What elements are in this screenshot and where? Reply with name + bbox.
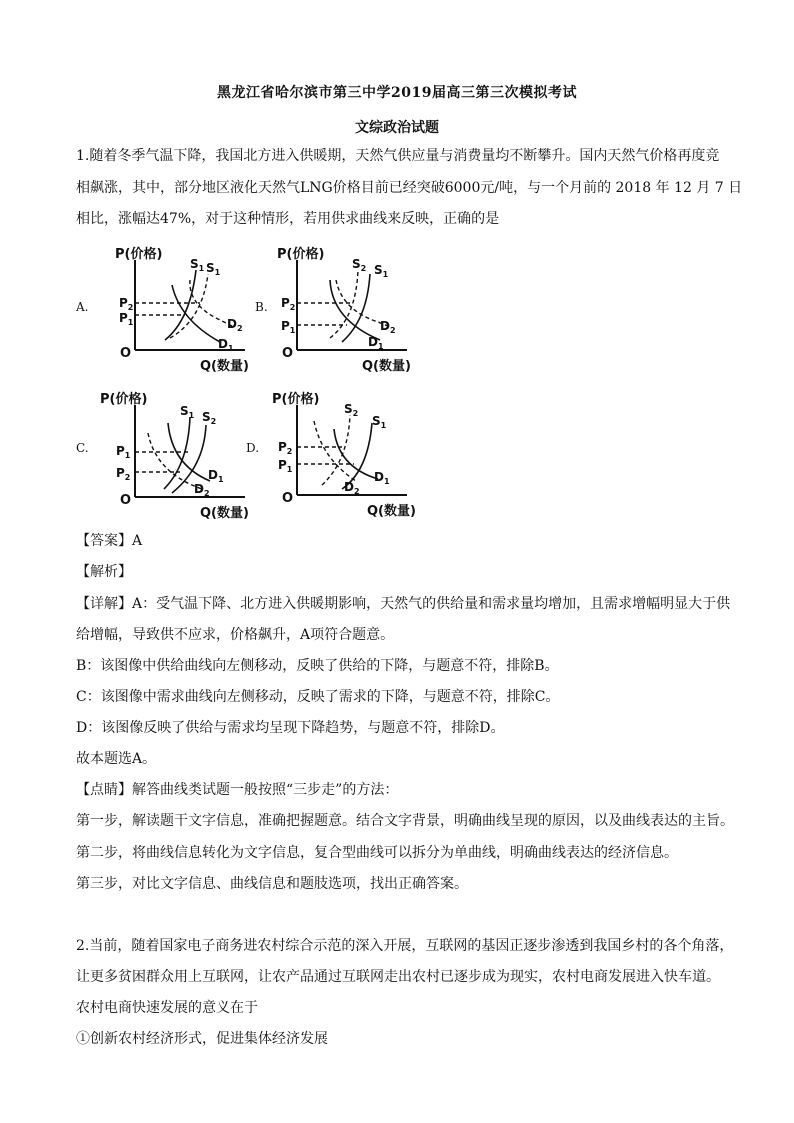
option-c-label: C.: [76, 441, 89, 455]
svg-text:D2: $D_2$: [380, 319, 396, 335]
svg-text:P2: $P_2$: [116, 466, 131, 482]
svg-text:P1: $P_1$: [116, 444, 131, 460]
option-a-label: A.: [76, 300, 89, 314]
svg-text:P1: $P_1$: [278, 458, 293, 474]
option-b-explanation: B：该图像中供给曲线向左侧移动，反映了供给的下降，与题意不符，排除B。: [76, 658, 559, 674]
x-axis-label: Q(数量): [200, 359, 249, 374]
svg-text:S2: $S_2$: [202, 410, 217, 426]
detail-line-2: 给增幅，导致供不应求，价格飙升，A项符合题意。: [76, 627, 395, 643]
svg-text:S2: $S_2$: [352, 257, 367, 273]
tip-heading: 【点睛】解答曲线类试题一般按照“三步走”的方法：: [76, 782, 399, 798]
svg-text:O: O: [282, 346, 294, 361]
svg-text:S2: $S_2$: [344, 402, 359, 418]
option-c-explanation: C：该图像中需求曲线向左侧移动，反映了需求的下降，与题意不符，排除C。: [76, 689, 560, 705]
svg-text:D2: $D_2$: [344, 480, 360, 496]
conclusion-line: 故本题选A。: [76, 751, 157, 767]
svg-text:D1: $D_1$: [368, 335, 384, 351]
q2-item-1: ①创新农村经济形式，促进集体经济发展: [76, 1031, 328, 1047]
demand-curve-d2: [190, 280, 232, 326]
y-axis-label: P(价格): [115, 247, 163, 262]
svg-text:P(价格): P(价格): [100, 392, 148, 407]
step-1: 第一步，解读题干文字信息，准确把握题意。结合文字背景，明确曲线呈现的原因，以及曲线表达的主旨。: [76, 813, 734, 829]
demand-label-lower: $D_1$: [218, 337, 234, 353]
q1-stem-line-2: 相飙涨，其中，部分地区液化天然气LNG价格目前已经突破6000元/吨，与一个月前的 2018 年 12 月 7 日: [76, 180, 743, 196]
demand-label-upper: $D_2$: [227, 317, 243, 333]
svg-text:O: O: [282, 491, 294, 506]
svg-text:D1: $D_1$: [208, 468, 224, 484]
option-d-explanation: D：该图像反映了供给与需求均呈现下降趋势，与题意不符，排除D。: [76, 720, 505, 736]
svg-text:O: O: [120, 493, 132, 508]
svg-text:P(价格): P(价格): [277, 247, 325, 262]
option-b-label: B.: [255, 300, 268, 314]
svg-text:D2: $D_2$: [194, 482, 210, 498]
q2-stem-line-2: 让更多贫困群众用上互联网，让农产品通过互联网走出农村已逐步成为现实，农村电商发展进入快车道。: [76, 969, 720, 985]
detail-line-1: 【详解】A：受气温下降、北方进入供暖期影响，天然气的供给量和需求量均增加，且需求增幅明显大于供: [76, 596, 731, 612]
svg-text:P2: $P_2$: [278, 440, 293, 456]
svg-text:S1: $S_1$: [180, 404, 195, 420]
supply-label-1: $S_1$: [190, 257, 205, 273]
svg-text:S1: $S_1$: [372, 414, 387, 430]
step-2: 第二步，将曲线信息转化为文字信息，复合型曲线可以拆分为单曲线，明确曲线表达的经济信息。: [76, 845, 678, 861]
price-upper-label: $P_2$: [119, 296, 134, 312]
svg-text:D1: $D_1$: [374, 470, 390, 486]
svg-text:P(价格): P(价格): [272, 392, 320, 407]
exam-title: 黑龙江省哈尔滨市第三中学2019届高三第三次模拟考试: [217, 85, 577, 101]
q2-stem-line-1: 2.当前，随着国家电子商务进农村综合示范的深入开展，互联网的基因正逐步渗透到我国乡村的各个角落，: [76, 938, 734, 954]
option-c-graph: [100, 385, 260, 521]
step-3: 第三步，对比文字信息、曲线信息和题肢选项，找出正确答案。: [76, 876, 468, 892]
svg-text:Q(数量): Q(数量): [367, 504, 416, 519]
option-b-graph: [272, 240, 422, 375]
svg-text:Q(数量): Q(数量): [362, 359, 411, 374]
svg-text:S1: $S_1$: [374, 263, 389, 279]
exam-subtitle: 文综政治试题: [355, 120, 439, 136]
analysis-heading: 【解析】: [76, 564, 132, 580]
q1-stem-line-3: 相比，涨幅达47%，对于这种情形，若用供求曲线来反映，正确的是: [76, 211, 500, 227]
supply-label-2: $S_1$: [206, 261, 221, 277]
option-a-graph: [110, 240, 260, 375]
option-d-label: D.: [246, 441, 260, 455]
q1-stem-line-1: 1.随着冬季气温下降，我国北方进入供暖期，天然气供应量与消费量均不断攀升。国内天然气价格再度竞: [76, 148, 720, 164]
svg-text:P2: $P_2$: [281, 296, 296, 312]
answer-line: 【答案】A: [76, 533, 143, 549]
origin-label: O: [120, 346, 132, 361]
option-d-graph: [272, 385, 422, 520]
svg-text:P1: $P_1$: [281, 319, 296, 335]
price-lower-label: $P_1$: [119, 311, 134, 327]
svg-text:Q(数量): Q(数量): [200, 506, 249, 521]
q2-stem-line-3: 农村电商快速发展的意义在于: [76, 1000, 258, 1016]
